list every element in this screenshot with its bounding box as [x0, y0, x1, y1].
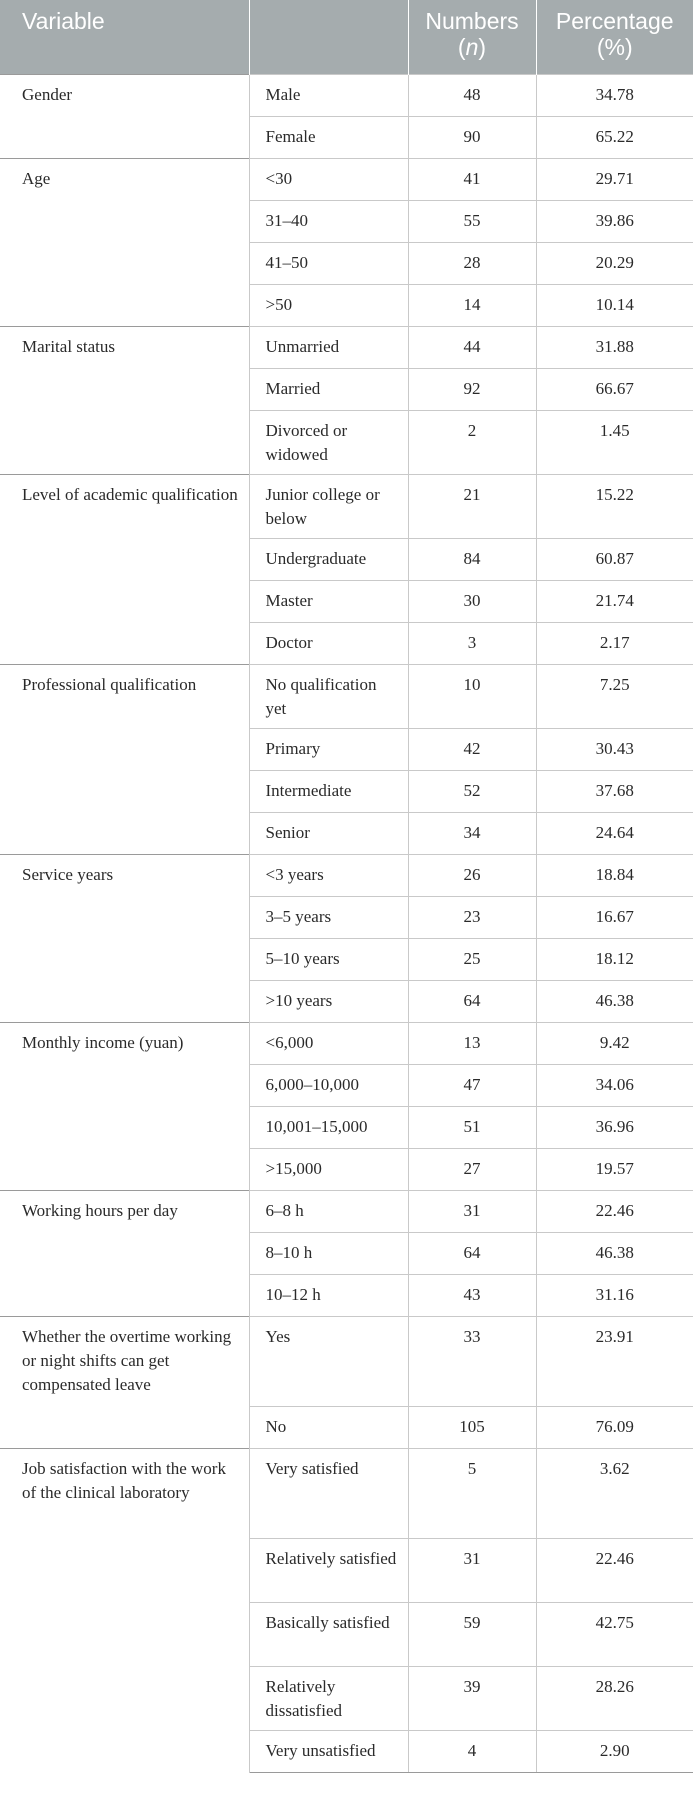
- numbers-cell: 34: [408, 812, 536, 854]
- category-cell: Senior: [249, 812, 408, 854]
- variable-cell: Job satisfaction with the work of the clinical laboratory: [0, 1448, 249, 1772]
- numbers-cell: 30: [408, 580, 536, 622]
- table-row: [0, 326, 693, 368]
- numbers-cell: 64: [408, 1232, 536, 1274]
- numbers-cell: 31: [408, 1190, 536, 1232]
- numbers-cell: 51: [408, 1106, 536, 1148]
- percentage-cell: 76.09: [536, 1406, 693, 1448]
- percentage-cell: 46.38: [536, 980, 693, 1022]
- variable-cell: Monthly income (yuan): [0, 1022, 249, 1190]
- numbers-cell: 26: [408, 854, 536, 896]
- numbers-cell: 64: [408, 980, 536, 1022]
- table-header: [0, 0, 693, 74]
- category-cell: <3 years: [249, 854, 408, 896]
- percentage-cell: 29.71: [536, 158, 693, 200]
- category-cell: Very unsatisfied: [249, 1730, 408, 1772]
- percentage-cell: 39.86: [536, 200, 693, 242]
- numbers-cell: 39: [408, 1666, 536, 1730]
- percentage-cell: 23.91: [536, 1316, 693, 1406]
- category-cell: Primary: [249, 728, 408, 770]
- percentage-cell: 10.14: [536, 284, 693, 326]
- table-row: [0, 74, 693, 116]
- numbers-cell: 25: [408, 938, 536, 980]
- variable-cell: Marital status: [0, 326, 249, 474]
- percentage-cell: 1.45: [536, 410, 693, 474]
- table-row: [0, 664, 693, 728]
- percentage-cell: 34.78: [536, 74, 693, 116]
- percentage-cell: 60.87: [536, 538, 693, 580]
- table-row: [0, 854, 693, 896]
- category-cell: <30: [249, 158, 408, 200]
- category-cell: Doctor: [249, 622, 408, 664]
- category-cell: <6,000: [249, 1022, 408, 1064]
- numbers-cell: 2: [408, 410, 536, 474]
- header-category: [249, 0, 408, 74]
- category-cell: Yes: [249, 1316, 408, 1406]
- category-cell: >15,000: [249, 1148, 408, 1190]
- numbers-cell: 14: [408, 284, 536, 326]
- category-cell: >10 years: [249, 980, 408, 1022]
- table-row: [0, 474, 693, 538]
- table-body: [0, 74, 693, 1772]
- percentage-cell: 37.68: [536, 770, 693, 812]
- numbers-cell: 13: [408, 1022, 536, 1064]
- category-cell: >50: [249, 284, 408, 326]
- percentage-cell: 22.46: [536, 1538, 693, 1602]
- category-cell: Very satisfied: [249, 1448, 408, 1538]
- numbers-cell: 27: [408, 1148, 536, 1190]
- percentage-cell: 7.25: [536, 664, 693, 728]
- table-row: [0, 1316, 693, 1406]
- percentage-cell: 65.22: [536, 116, 693, 158]
- percentage-cell: 31.88: [536, 326, 693, 368]
- numbers-cell: 59: [408, 1602, 536, 1666]
- percentage-cell: 20.29: [536, 242, 693, 284]
- category-cell: No qualification yet: [249, 664, 408, 728]
- table-row: [0, 1448, 693, 1538]
- category-cell: 3–5 years: [249, 896, 408, 938]
- percentage-cell: 15.22: [536, 474, 693, 538]
- variable-cell: Service years: [0, 854, 249, 1022]
- table-row: [0, 1190, 693, 1232]
- percentage-cell: 18.84: [536, 854, 693, 896]
- variable-cell: Level of academic qualification: [0, 474, 249, 664]
- category-cell: Divorced or widowed: [249, 410, 408, 474]
- category-cell: 8–10 h: [249, 1232, 408, 1274]
- header-row: [0, 0, 693, 74]
- numbers-cell: 105: [408, 1406, 536, 1448]
- category-cell: Unmarried: [249, 326, 408, 368]
- category-cell: 6–8 h: [249, 1190, 408, 1232]
- numbers-cell: 21: [408, 474, 536, 538]
- numbers-cell: 55: [408, 200, 536, 242]
- numbers-cell: 90: [408, 116, 536, 158]
- percentage-cell: 2.90: [536, 1730, 693, 1772]
- numbers-cell: 42: [408, 728, 536, 770]
- header-percentage: Percentage (%): [555, 8, 674, 60]
- category-cell: Junior college or below: [249, 474, 408, 538]
- numbers-cell: 47: [408, 1064, 536, 1106]
- numbers-cell: 23: [408, 896, 536, 938]
- category-cell: Undergraduate: [249, 538, 408, 580]
- variable-cell: Gender: [0, 74, 249, 158]
- category-cell: 5–10 years: [249, 938, 408, 980]
- header-numbers: Numbers (n): [408, 0, 536, 74]
- percentage-cell: 22.46: [536, 1190, 693, 1232]
- percentage-cell: 24.64: [536, 812, 693, 854]
- header-variable: Variable: [0, 0, 249, 74]
- numbers-cell: 5: [408, 1448, 536, 1538]
- category-cell: Master: [249, 580, 408, 622]
- category-cell: Female: [249, 116, 408, 158]
- variable-cell: Professional qualification: [0, 664, 249, 854]
- category-cell: 6,000–10,000: [249, 1064, 408, 1106]
- variable-cell: Working hours per day: [0, 1190, 249, 1316]
- percentage-cell: 3.62: [536, 1448, 693, 1538]
- variable-cell: Age: [0, 158, 249, 326]
- numbers-cell: 3: [408, 622, 536, 664]
- percentage-cell: 34.06: [536, 1064, 693, 1106]
- percentage-cell: 46.38: [536, 1232, 693, 1274]
- category-cell: 41–50: [249, 242, 408, 284]
- numbers-cell: 43: [408, 1274, 536, 1316]
- percentage-cell: 66.67: [536, 368, 693, 410]
- category-cell: 31–40: [249, 200, 408, 242]
- category-cell: 10–12 h: [249, 1274, 408, 1316]
- category-cell: Basically satisfied: [249, 1602, 408, 1666]
- category-cell: Relatively dissatisfied: [249, 1666, 408, 1730]
- category-cell: Male: [249, 74, 408, 116]
- numbers-cell: 52: [408, 770, 536, 812]
- numbers-cell: 4: [408, 1730, 536, 1772]
- percentage-cell: 9.42: [536, 1022, 693, 1064]
- numbers-cell: 33: [408, 1316, 536, 1406]
- percentage-cell: 36.96: [536, 1106, 693, 1148]
- percentage-cell: 16.67: [536, 896, 693, 938]
- percentage-cell: 31.16: [536, 1274, 693, 1316]
- percentage-cell: 21.74: [536, 580, 693, 622]
- table-row: [0, 1022, 693, 1064]
- numbers-cell: 31: [408, 1538, 536, 1602]
- numbers-cell: 10: [408, 664, 536, 728]
- numbers-cell: 41: [408, 158, 536, 200]
- numbers-cell: 28: [408, 242, 536, 284]
- category-cell: Intermediate: [249, 770, 408, 812]
- numbers-cell: 84: [408, 538, 536, 580]
- category-cell: No: [249, 1406, 408, 1448]
- numbers-cell: 92: [408, 368, 536, 410]
- variable-cell: Whether the overtime working or night shifts can get compensated leave: [0, 1316, 249, 1448]
- percentage-cell: 42.75: [536, 1602, 693, 1666]
- percentage-cell: 28.26: [536, 1666, 693, 1730]
- percentage-cell: 2.17: [536, 622, 693, 664]
- table-row: [0, 158, 693, 200]
- percentage-cell: 30.43: [536, 728, 693, 770]
- category-cell: Relatively satisfied: [249, 1538, 408, 1602]
- numbers-cell: 44: [408, 326, 536, 368]
- category-cell: Married: [249, 368, 408, 410]
- percentage-cell: 18.12: [536, 938, 693, 980]
- percentage-cell: 19.57: [536, 1148, 693, 1190]
- category-cell: 10,001–15,000: [249, 1106, 408, 1148]
- numbers-cell: 48: [408, 74, 536, 116]
